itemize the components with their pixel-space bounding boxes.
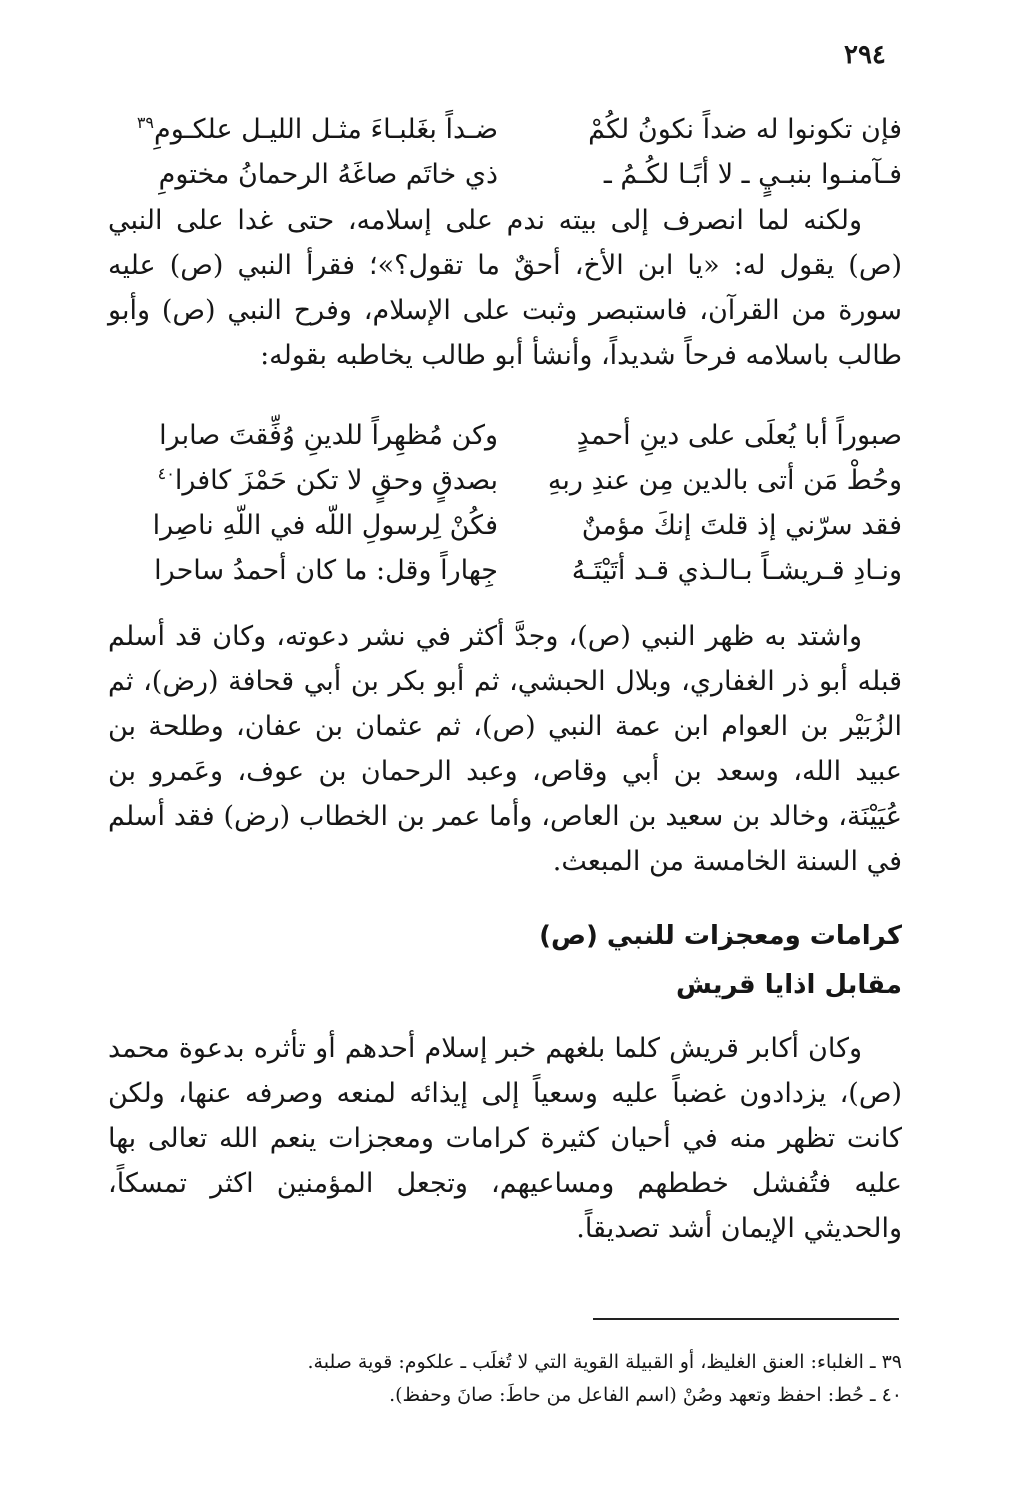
footnote-40: ٤٠ ـ حُط: احفظ وتعهد وصُنْ (اسم الفاعل من حاطَ: صانَ وحفظ). [389,1384,902,1406]
verse-first-hemistich: فقد سرّني إذ قلتَ إنكَ مؤمنٌ [581,510,902,541]
verse-second-hemistich: فكُنْ لِرسولِ اللّه في اللّهِ ناصِرا [152,510,498,541]
poem-stanza-2 [108,413,902,593]
verse-second-hemistich: ذي خاتَم صاغَهُ الرحمانُ مختومِ [158,159,498,190]
verse-first-hemistich: فإن تكونوا له ضداً نكونُ لكُمْ [588,114,902,145]
verse-text: بصدقٍ وحقٍ لا تكن حَمْزَ كافرا [174,465,498,496]
paragraph-text: ولكنه لما انصرف إلى بيته ندم على إسلامه، حتى غدا على النبي (ص) يقول له: «يا ابن الأخ، أحقٌ ما تقول؟»؛ فقرأ النبي (ص) عليه سورة من القرآن، فاستبصر وثبت على الإسلام، وفرح النبي (ص) وأبو طالب باسلامه فرحاً شديداً، وأنشأ أبو طالب يخاطبه بقوله: [108,205,902,371]
poem-verse [108,548,902,593]
verse-first-hemistich: ونـادِ قـريشـاً بـالـذي قـد أتَيْتَـهُ [571,555,902,586]
poem-verse [108,503,902,548]
verse-first-hemistich: صبوراً أبا يُعلَى على دينِ أحمدٍ [576,420,902,451]
footnote-separator [593,1318,899,1320]
poem-stanza-1 [108,107,902,197]
poem-verse [108,458,902,503]
section-heading: كرامات ومعجزات للنبي (ص) [539,921,902,951]
poem-verse [108,413,902,458]
page-number: ٢٩٤ [844,40,886,70]
paragraph-1 [108,198,902,378]
section-subheading: مقابل اذايا قريش [675,970,902,1000]
verse-second-hemistich [108,107,498,152]
footnote-39: ٣٩ ـ الغلباء: العنق الغليظ، أو القبيلة القوية التي لا تُغلَب ـ علكوم: قوية صلبة. [307,1351,902,1373]
paragraph-text: وكان أكابر قريش كلما بلغهم خبر إسلام أحدهم أو تأثره بدعوة محمد (ص)، يزدادون غضباً عليه وسعياً إلى إيذائه لمنعه وصرفه عنها، ولكن كانت تظهر منه في أحيان كثيرة كرامات ومعجزات ينعم الله تعالى بها عليه فتُفشل خططهم ومساعيهم، وتجعل المؤمنين اكثر تمسكاً، والحديثي الإيمان أشد تصديقاً. [108,1033,903,1244]
verse-second-hemistich: وكن مُظهِراً للدينِ وُفِّقتَ صابرا [159,420,498,451]
footnote-marker: ٤٠ [157,464,175,483]
poem-verse [108,107,902,152]
verse-first-hemistich: فـآمنـوا بنبـيٍ ـ لا أبًـا لكُـمُ ـ [603,159,902,190]
verse-second-hemistich [108,458,498,503]
poem-verse [108,152,902,197]
paragraph-2 [108,614,902,884]
paragraph-3 [108,1026,902,1251]
verse-second-hemistich: جِهاراً وقل: ما كان أحمدُ ساحرا [154,555,498,586]
verse-text: ضـداً بغَلبـاءَ مثـل الليـل علكـومِ [154,114,498,145]
footnote-marker: ٣٩ [136,113,155,132]
footnotes [108,1346,902,1412]
paragraph-text: واشتد به ظهر النبي (ص)، وجدَّ أكثر في نشر دعوته، وكان قد أسلم قبله أبو ذر الغفاري، وبلال الحبشي، ثم أبو بكر بن أبي قحافة (رض)، ثم الزُبَيْر بن العوام ابن عمة النبي (ص)، ثم عثمان بن عفان، وطلحة بن عبيد الله، وسعد بن أبي وقاص، وعبد الرحمان بن عوف، وعَمرو بن عُيَيْنَة، وخالد بن سعيد بن العاص، وأما عمر بن الخطاب (رض) فقد أسلم في السنة الخامسة من المبعث. [108,621,902,877]
verse-first-hemistich: وحُطْ مَن أتى بالدين مِن عندِ ربهِ [547,465,902,496]
